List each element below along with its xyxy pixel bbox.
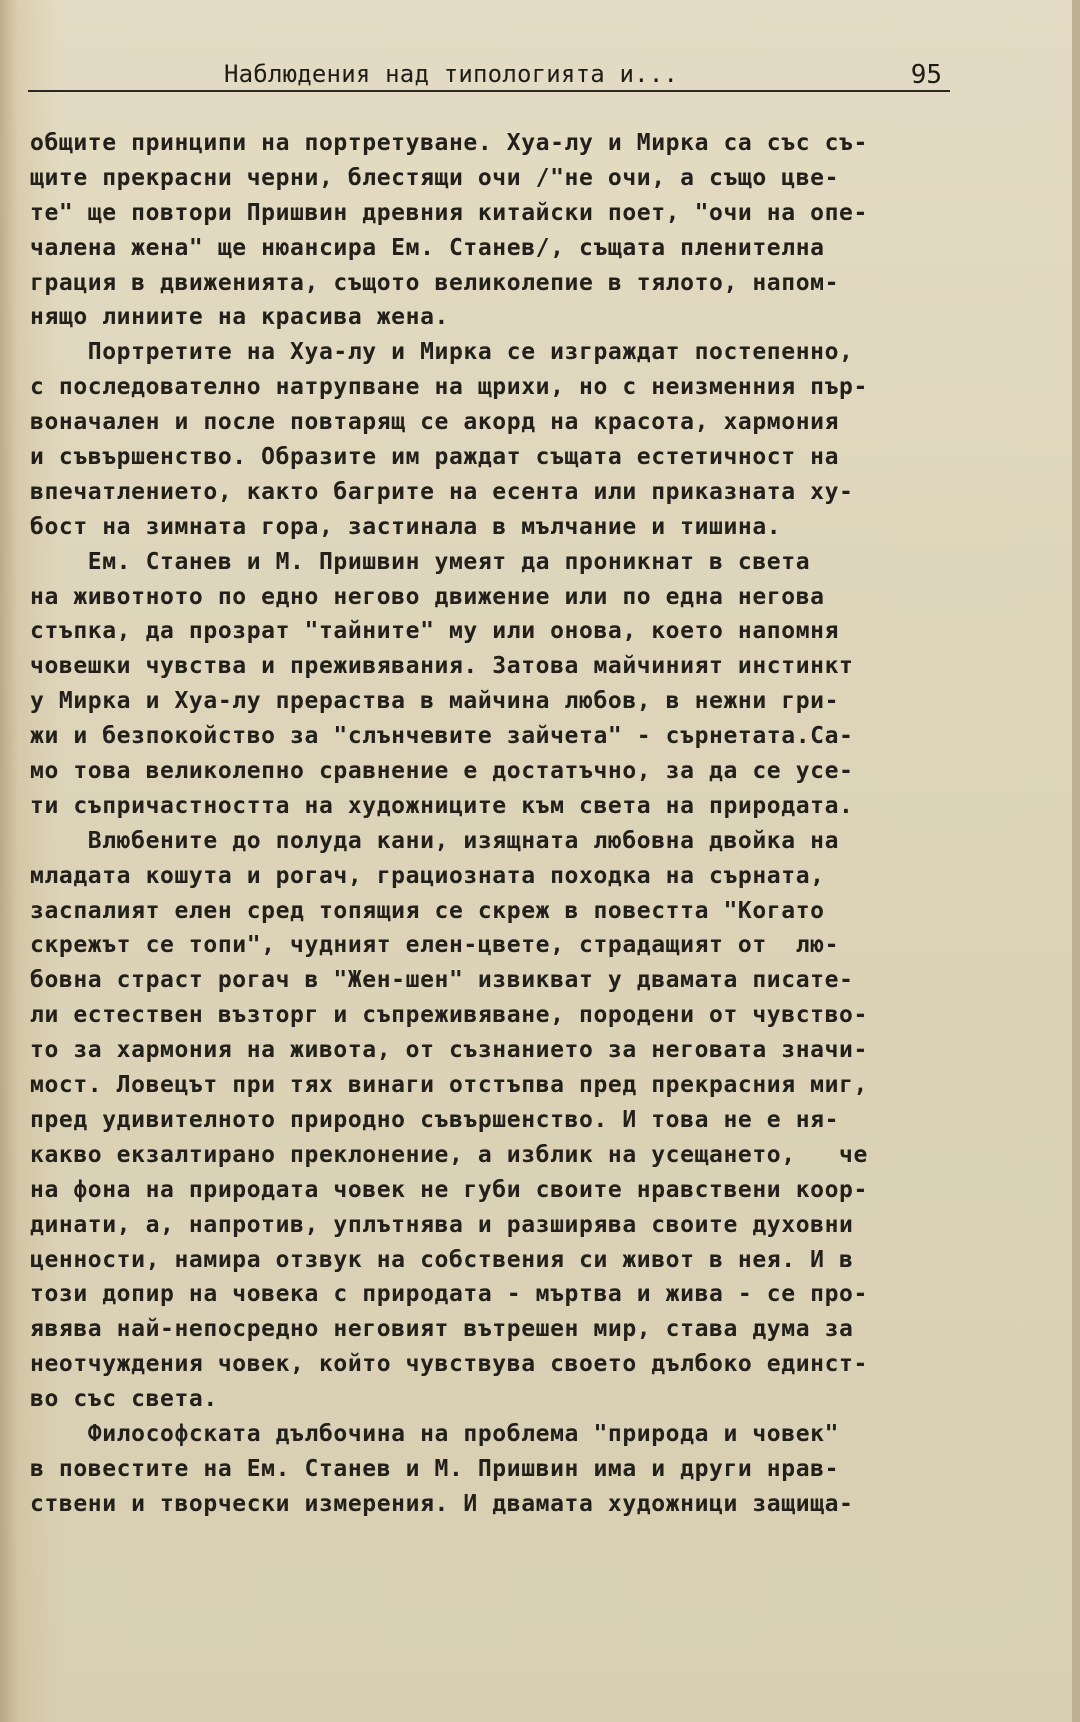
text-line: пред удивителното природно съвършенство. И това не е ня- — [30, 1106, 840, 1133]
text-line: младата кошута и рогач, грациозната походка на сърната, — [30, 862, 825, 889]
text-line: то за хармония на живота, от съзнанието за неговата значи- — [30, 1037, 868, 1064]
text-line: щите прекрасни черни, блестящи очи /"не очи, а също цве- — [30, 164, 840, 191]
text-line: мо това великолепно сравнение е достатъчно, за да се усе- — [30, 758, 854, 785]
text-line: човешки чувства и преживявания. Затова майчиният инстинкт — [30, 653, 854, 680]
text-line: този допир на човека с природата - мъртва и жива - се про- — [30, 1281, 868, 1308]
text-line: впечатлението, както багрите на есента или приказната ху- — [30, 478, 854, 505]
text-line: какво екзалтирано преклонение, а изблик на усещането, че — [30, 1141, 868, 1168]
text-line: бост на зимната гора, застинала в мълчание и тишина. — [30, 513, 782, 540]
text-line: динати, а, напротив, уплътнява и разширява своите духовни — [30, 1211, 854, 1238]
text-line: на животното по едно негово движение или по една негова — [30, 583, 825, 610]
text-line: Философската дълбочина на проблема "природа и човек" — [30, 1420, 840, 1447]
text-line: во със света. — [30, 1386, 218, 1413]
text-line: мост. Ловецът при тях винаги отстъпва пред прекрасния миг, — [30, 1072, 868, 1099]
text-line: Ем. Станев и М. Пришвин умеят да проникнат в света — [30, 548, 811, 575]
text-line: нящо линиите на красива жена. — [30, 304, 449, 331]
text-line: общите принципи на портретуване. Хуа-лу и Мирка са със съ- — [30, 130, 868, 156]
text-line: грация в движенията, същото великолепие в тялото, напом- — [30, 269, 840, 296]
text-line: Портретите на Хуа-лу и Мирка се изграждат постепенно, — [30, 339, 854, 366]
text-line: и съвършенство. Образите им раждат същата естетичност на — [30, 444, 840, 471]
text-line: воначален и после повтарящ се акорд на красота, хармония — [30, 409, 840, 436]
text-line: бовна страст рогач в "Жен-шен" извикват у двамата писате- — [30, 967, 854, 994]
running-head: Наблюдения над типологията и... — [224, 60, 679, 88]
text-line: в повестите на Ем. Станев и М. Пришвин има и други нрав- — [30, 1455, 840, 1482]
text-line: явява най-непосредно неговият вътрешен мир, става дума за — [30, 1316, 854, 1343]
text-line: с последователно натрупване на щрихи, но с неизменния пър- — [30, 374, 868, 401]
text-line: ти съпричастността на художниците към света на природата. — [30, 792, 854, 819]
text-line: ствени и творчески измерения. И двамата художници защища- — [30, 1490, 854, 1517]
text-line: скрежът се топи", чудният елен-цвете, страдащият от лю- — [30, 932, 840, 959]
text-line: заспалият елен сред топящия се скреж в повестта "Когато — [30, 897, 825, 924]
text-line: у Мирка и Хуа-лу прераства в майчина любов, в нежни гри- — [30, 688, 840, 715]
page-header — [28, 58, 950, 92]
text-line: те" ще повтори Пришвин древния китайски поет, "очи на опе- — [30, 199, 868, 226]
page-edge — [1072, 0, 1080, 1722]
body-text — [30, 126, 980, 1522]
text-line: Влюбените до полуда кани, изящната любовна двойка на — [30, 827, 840, 854]
text-line: неотчуждения човек, който чувствува своето дълбоко единст- — [30, 1351, 868, 1378]
text-line: ценности, намира отзвук на собствения си живот в нея. И в — [30, 1246, 854, 1273]
text-line: на фона на природата човек не губи своите нравствени коор- — [30, 1176, 868, 1203]
page-number: 95 — [910, 60, 942, 90]
text-line: ли естествен възторг и съпреживяване, породени от чувство- — [30, 1002, 868, 1029]
text-line: стъпка, да прозрат "тайните" му или онова, което напомня — [30, 618, 840, 645]
text-line: чалена жена" ще нюансира Ем. Станев/, същата пленителна — [30, 234, 825, 261]
text-line: жи и безпокойство за "слънчевите зайчета" - сърнетата.Са- — [30, 723, 854, 750]
